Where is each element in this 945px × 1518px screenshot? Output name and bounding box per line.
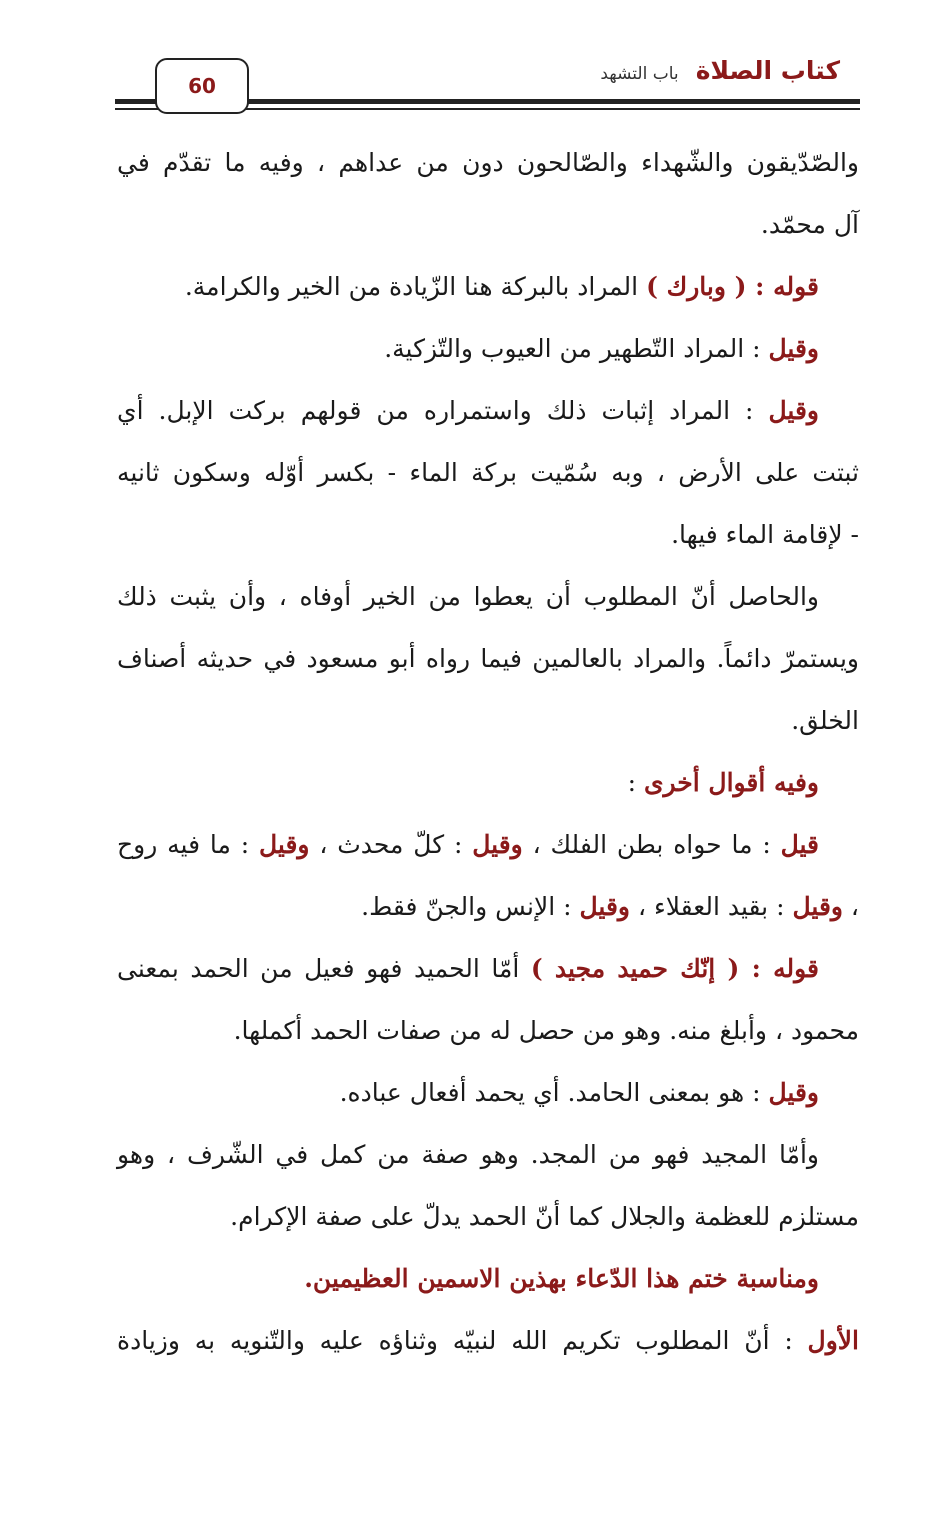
text-segment: : كلّ محدث ،: [309, 830, 473, 859]
text-line: [117, 628, 859, 690]
highlighted-term: وفيه أقوال أخرى: [643, 768, 819, 797]
text-segment: آل محمّد.: [760, 210, 859, 239]
page-number-box: [155, 58, 249, 114]
text-segment: وأمّا المجيد فهو من المجد. وهو صفة من كمل في الشّرف ، وهو: [117, 1140, 819, 1169]
text-segment: : ما حواه بطن الفلك ،: [522, 830, 781, 859]
highlighted-term: وقيل: [768, 1078, 819, 1107]
text-segment: مستلزم للعظمة والجلال كما أنّ الحمد يدلّ على صفة الإكرام.: [230, 1202, 859, 1231]
text-line: [117, 132, 859, 194]
text-segment: أمّا الحميد فهو فعيل من الحمد بمعنى: [117, 954, 531, 983]
text-segment: : أنّ المطلوب تكريم الله لنبيّه وثناؤه عليه والتّنويه به وزيادة: [117, 1326, 808, 1355]
text-segment: محمود ، وأبلغ منه. وهو من حصل له من صفات الحمد أكملها.: [233, 1016, 859, 1045]
text-segment: - لإقامة الماء فيها.: [671, 520, 859, 549]
text-line: [117, 318, 859, 380]
text-segment: : ما فيه روح: [117, 830, 259, 859]
text-segment: : الإنس والجنّ فقط.: [361, 892, 580, 921]
text-line: [117, 690, 859, 752]
text-segment: الخلق.: [791, 706, 859, 735]
highlighted-term: ومناسبة ختم هذا الدّعاء بهذين الاسمين العظيمين.: [304, 1264, 819, 1293]
text-line: [117, 566, 859, 628]
text-segment: ،: [842, 892, 859, 921]
highlighted-term: قوله : ( وبارك ): [646, 272, 819, 301]
text-line: [117, 442, 859, 504]
text-line: [117, 876, 859, 938]
text-segment: ويستمرّ دائماً. والمراد بالعالمين فيما رواه أبو مسعود في حديثه أصناف: [117, 644, 859, 673]
page-header: [0, 0, 945, 120]
text-line: [117, 1062, 859, 1124]
text-line: [117, 814, 859, 876]
highlighted-term: وقيل: [579, 892, 631, 921]
highlighted-term: الأول: [807, 1326, 859, 1355]
text-line: [117, 938, 859, 1000]
text-line: [117, 752, 859, 814]
text-segment: : المراد إثبات ذلك واستمراره من قولهم بركت الإبل. أي: [117, 396, 769, 425]
text-segment: : بقيد العقلاء ،: [630, 892, 793, 921]
text-line: [117, 256, 859, 318]
text-segment: والحاصل أنّ المطلوب أن يعطوا من الخير أوفاه ، وأن يثبت ذلك: [117, 582, 819, 611]
page-body: [117, 132, 859, 1372]
text-segment: المراد بالبركة هنا الزّيادة من الخير والكرامة.: [184, 272, 647, 301]
running-title: [600, 56, 840, 85]
text-line: [117, 380, 859, 442]
book-title: كتاب الصلاة: [695, 56, 840, 85]
text-line: [117, 1124, 859, 1186]
text-line: [117, 1186, 859, 1248]
text-segment: : هو بمعنى الحامد. أي يحمد أفعال عباده.: [339, 1078, 769, 1107]
highlighted-term: وقيل: [768, 396, 819, 425]
text-line: [117, 504, 859, 566]
highlighted-term: وقيل: [258, 830, 310, 859]
text-line: [117, 1248, 859, 1310]
text-segment: ثبتت على الأرض ، وبه سُمّيت بركة الماء - بكسر أوّله وسكون ثانيه: [117, 458, 859, 487]
chapter-title: باب التشهد: [600, 64, 679, 84]
text-segment: والصّدّيقون والشّهداء والصّالحون دون من عداهم ، وفيه ما تقدّم في: [117, 148, 859, 177]
text-line: [117, 1000, 859, 1062]
highlighted-term: قيل: [780, 830, 820, 859]
highlighted-term: وقيل: [792, 892, 843, 921]
page-number: 60: [188, 74, 216, 98]
highlighted-term: وقيل: [768, 334, 819, 363]
text-line: [117, 1310, 859, 1372]
highlighted-term: قوله : ( إنّك حميد مجيد ): [530, 954, 819, 983]
text-segment: : المراد التّطهير من العيوب والتّزكية.: [384, 334, 769, 363]
highlighted-term: وقيل: [472, 830, 523, 859]
text-segment: :: [627, 768, 644, 797]
text-line: [117, 194, 859, 256]
